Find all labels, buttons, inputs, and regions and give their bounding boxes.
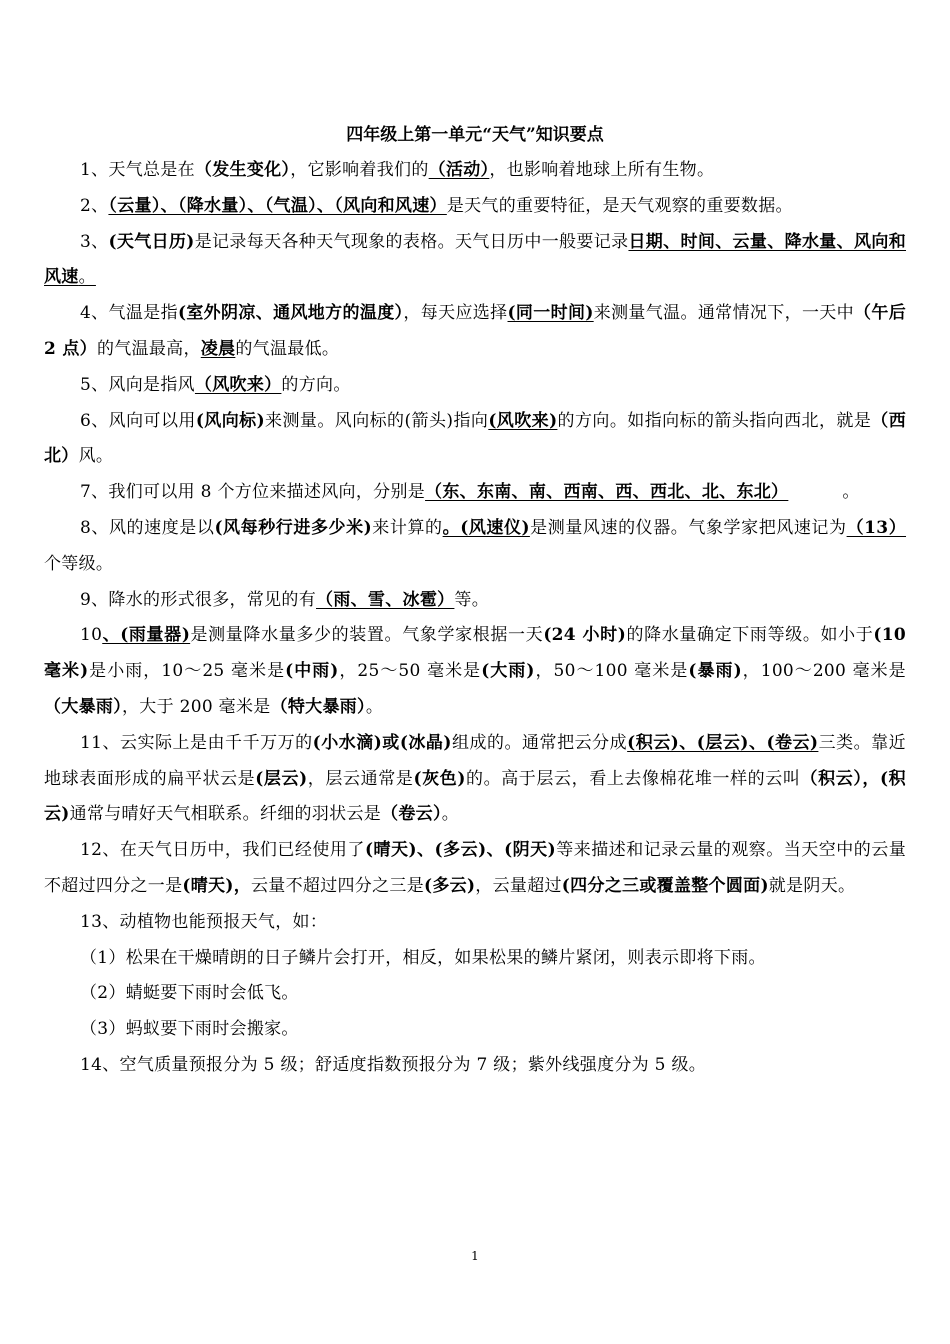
point-3: 3、(天气日历)是记录每天各种天气现象的表格。天气日历中一般要记录日期、时间、云量、降水量、风向和风速。 [44, 231, 906, 288]
point-9: 9、降水的形式很多，常见的有（雨、雪、冰雹）等。 [80, 589, 490, 610]
document-body [44, 117, 906, 1084]
point-12: 12、在天气日历中，我们已经使用了(晴天)、(多云)、(阴天)等来描述和记录云量的观察。当天空中的云量不超过四分之一是(晴天)，云量不超过四分之三是(多云)，云量超过(四分之三或覆盖整个圆面)就是阴天。 [44, 840, 906, 896]
point-6: 6、风向可以用(风向标)来测量。风向标的(箭头)指向(风吹来)的方向。如指向标的箭头指向西北，就是（西北）风。 [44, 410, 906, 467]
point-1: 1、天气总是在（发生变化），它影响着我们的（活动），也影响着地球上所有生物。 [80, 160, 715, 180]
point-11: 11、云实际上是由千千万万的(小水滴)或(冰晶)组成的。通常把云分成(积云)、(层云)、(卷云)三类。靠近地球表面形成的扁平状云是(层云)，层云通常是(灰色)的。高于层云，看上去像棉花堆一样的云叫（积云），(积云)通常与晴好天气相联系。纤细的羽状云是（卷云）。 [44, 732, 906, 825]
point-2: 2、（云量）、（降水量）、（气温）、（风向和风速）是天气的重要特征，是天气观察的重要数据。 [80, 195, 793, 216]
point-13-item-2: （2）蜻蜓要下雨时会低飞。 [80, 983, 299, 1004]
point-14: 14、空气质量预报分为 5 级；舒适度指数预报分为 7 级；紫外线强度分为 5 级。 [80, 1054, 707, 1075]
point-8: 8、风的速度是以(风每秒行进多少米)来计算的。(风速仪)是测量风速的仪器。气象学家把风速记为（13）个等级。 [44, 517, 907, 574]
point-5: 5、风向是指风（风吹来）的方向。 [80, 374, 351, 395]
page-number: 1 [471, 1249, 479, 1263]
point-7: 7、我们可以用 8 个方位来描述风向，分别是（东、东南、南、西南、西、西北、北、东北） 。 [80, 482, 860, 503]
document-title: 四年级上第一单元“天气”知识要点 [346, 125, 604, 145]
point-10: 10、(雨量器)是测量降水量多少的装置。气象学家根据一天(24 小时)的降水量确定下雨等级。如小于(10 毫米)是小雨，10～25 毫米是(中雨)，25～50 毫米是(大雨)，50～100 毫米是(暴雨)，100～200 毫米是（大暴雨），大于 200 毫米是（特大暴雨）。 [44, 625, 907, 717]
point-4: 4、气温是指(室外阴凉、通风地方的温度），每天应选择(同一时间)来测量气温。通常情况下，一天中（午后 2 点）的气温最高，凌晨的气温最低。 [44, 303, 907, 359]
point-13-item-3: （3）蚂蚁要下雨时会搬家。 [80, 1019, 299, 1040]
point-13: 13、动植物也能预报天气，如： [80, 911, 328, 932]
point-13-item-1: （1）松果在干燥晴朗的日子鳞片会打开，相反，如果松果的鳞片紧闭，则表示即将下雨。 [80, 947, 766, 968]
